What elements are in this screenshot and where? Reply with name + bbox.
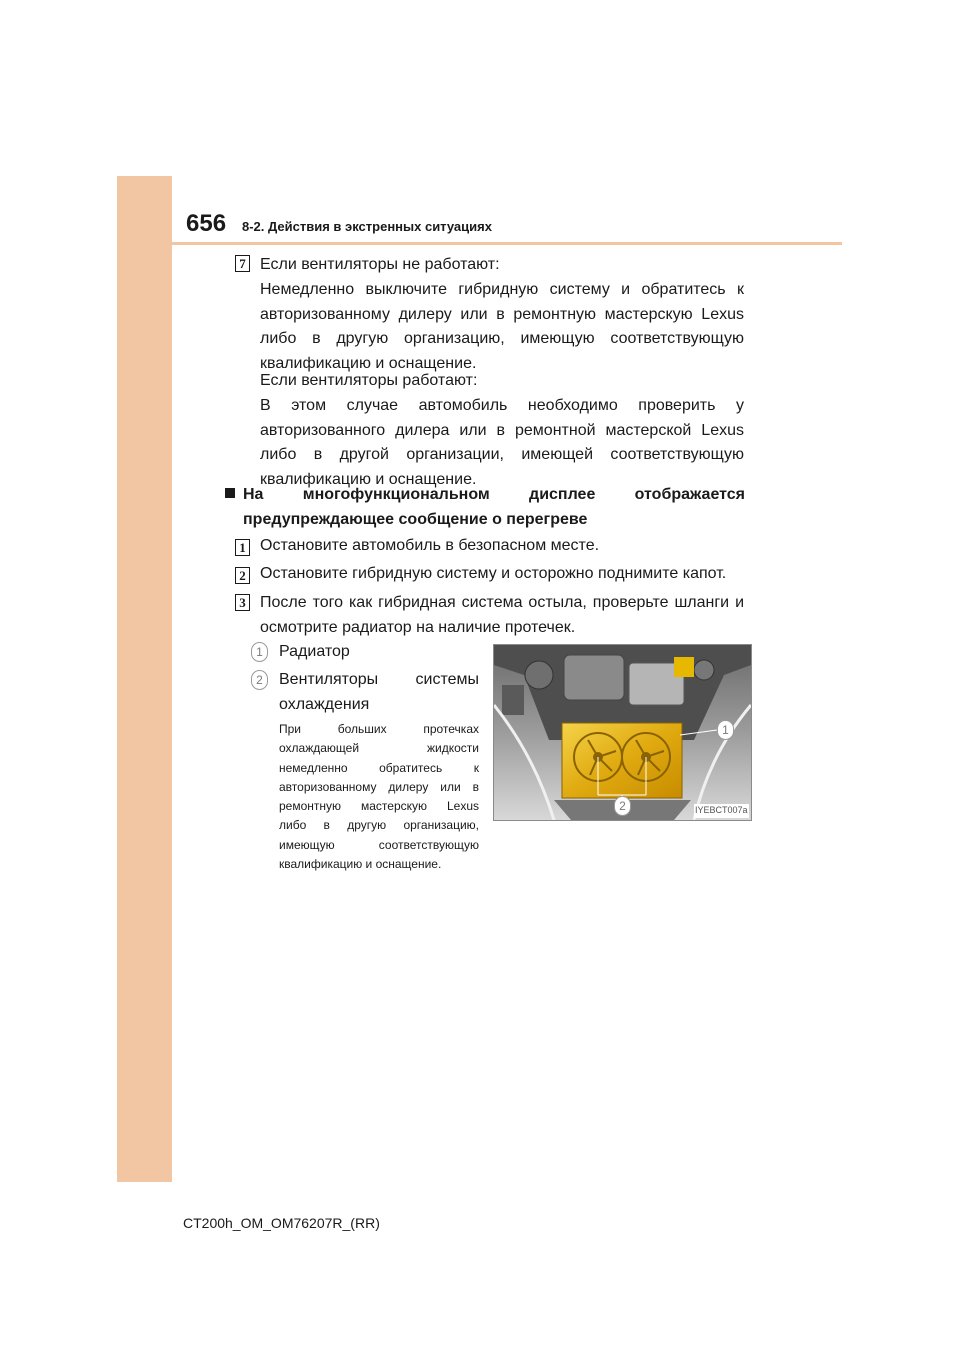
section-title: 8-2. Действия в экстренных ситуациях bbox=[242, 219, 492, 234]
step-3-text bbox=[260, 591, 744, 640]
note-line: ремонтную мастерскую Lexus bbox=[279, 799, 479, 814]
step-badge-7: 7 bbox=[235, 255, 250, 272]
figure-callout-1: 1 bbox=[717, 720, 734, 740]
legend-callout-1: 1 bbox=[251, 642, 268, 662]
fans-not-working-title: Если вентиляторы не работают: bbox=[260, 256, 500, 273]
square-bullet-icon bbox=[225, 488, 235, 498]
paragraph-line: либо в другую организацию, имеющую соответствующую bbox=[260, 330, 744, 347]
step-3-line: После того как гибридная система остыла, проверьте шланги и bbox=[260, 594, 744, 611]
figure-code: IYEBCT007a bbox=[695, 805, 748, 815]
figure-callout-2: 2 bbox=[614, 796, 631, 816]
paragraph-line: В этом случае автомобиль необходимо проверить у bbox=[260, 397, 744, 414]
paragraph-line: квалификацию и оснащение. bbox=[260, 470, 477, 488]
paragraph-line: либо в другой организации, имеющей соответствующую bbox=[260, 446, 744, 463]
step-badge-1: 1 bbox=[235, 539, 250, 556]
engine-bay-figure bbox=[493, 644, 752, 821]
step-badge-2: 2 bbox=[235, 567, 250, 584]
side-color-band bbox=[117, 176, 172, 1182]
paragraph-line: авторизованному дилеру или в ремонтную мастерскую Lexus bbox=[260, 305, 744, 323]
legend-line: охлаждения bbox=[279, 695, 370, 713]
note-line: немедленно обратитесь к bbox=[279, 760, 479, 775]
note-line: охлаждающей жидкости bbox=[279, 741, 479, 756]
leak-note bbox=[279, 720, 479, 874]
heading-line: предупреждающее сообщение о перегреве bbox=[243, 510, 588, 528]
step-3-line: осмотрите радиатор на наличие протечек. bbox=[260, 618, 576, 636]
note-line: либо в другую организацию, bbox=[279, 818, 479, 833]
heading-line bbox=[225, 483, 745, 508]
step-badge-3: 3 bbox=[235, 594, 250, 611]
page-number: 656 bbox=[186, 210, 227, 237]
heading-text: На многофункциональном дисплее отображается bbox=[243, 486, 745, 503]
header-rule bbox=[172, 242, 842, 245]
fans-working-title: Если вентиляторы работают: bbox=[260, 372, 478, 389]
legend-item-fans bbox=[279, 668, 479, 717]
note-line: При больших протечках bbox=[279, 722, 479, 736]
note-line: квалификацию и оснащение. bbox=[279, 857, 442, 872]
note-line: авторизованному дилеру или в bbox=[279, 779, 479, 794]
paragraph-line: квалификацию и оснащение. bbox=[260, 354, 477, 372]
footer-doc-code: CT200h_OM_OM76207R_(RR) bbox=[183, 1215, 380, 1231]
overheat-heading bbox=[225, 483, 745, 532]
step-2-text: Остановите гибридную систему и осторожно поднимите капот. bbox=[260, 565, 727, 582]
legend-callout-2: 2 bbox=[251, 670, 268, 690]
fans-not-working-paragraph bbox=[260, 278, 744, 376]
legend-item-radiator: Радиатор bbox=[279, 643, 350, 660]
legend-line: Вентиляторы системы bbox=[279, 671, 479, 688]
paragraph-line: Немедленно выключите гибридную систему и обратитесь к bbox=[260, 281, 744, 298]
paragraph-line: авторизованного дилера или в ремонтной мастерской Lexus bbox=[260, 421, 744, 439]
fans-working-paragraph bbox=[260, 394, 744, 492]
step-1-text: Остановите автомобиль в безопасном месте. bbox=[260, 537, 600, 554]
engine-bay-illustration bbox=[494, 645, 751, 820]
note-line: имеющую соответствующую bbox=[279, 837, 479, 852]
